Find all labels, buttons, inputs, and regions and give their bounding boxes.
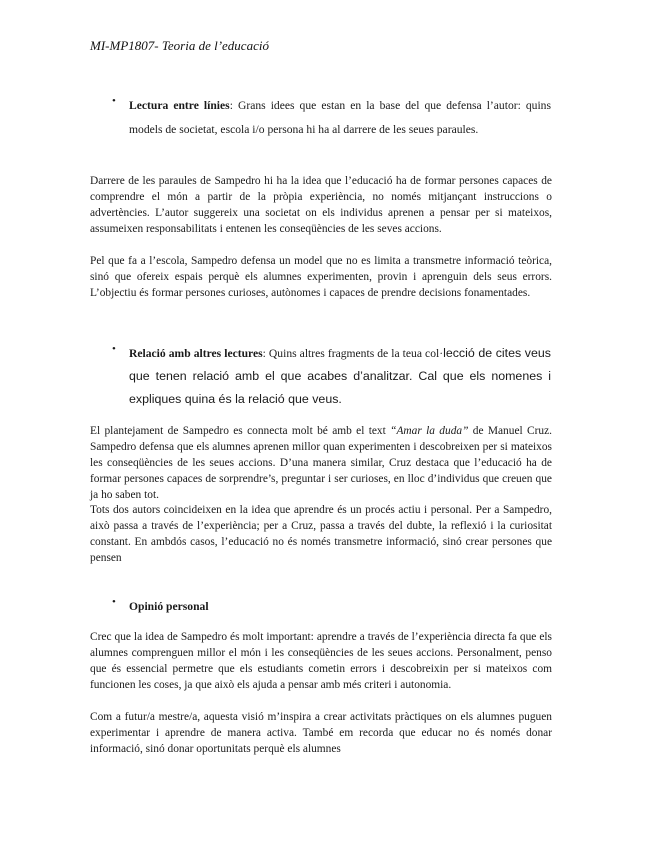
cited-title: “Amar la duda” bbox=[390, 425, 469, 437]
section-heading: Opinió personal bbox=[129, 600, 209, 613]
paragraph: Crec que la idea de Sampedro és molt important: aprendre a través de l’experiència directa fa que els alumnes comprenguen millor el món i les conseqüències de les seues accions. Personalment, penso que és essencial permetre que els estudiants cometin errors i descobreixin per si mateixos com funcionen les coses, ja que això els ajuda a pensar amb més criteri i autonomia. bbox=[90, 631, 552, 691]
section-opinio-personal bbox=[112, 595, 551, 619]
section-heading: Relació amb altres lectures bbox=[129, 347, 263, 360]
paragraph bbox=[90, 424, 552, 504]
paragraph: Pel que fa a l’escola, Sampedro defensa un model que no es limita a transmetre informació teòrica, sinó que ofereix espais perquè els alumnes experimenten, provin i aprenguin dels seus errors. L’objectiu és formar persones curioses, autònomes i capaces de prendre decisions fonamentades. bbox=[90, 255, 552, 299]
section-prompt: : Quins altres fragments de la teua col· bbox=[262, 347, 444, 360]
bullet-icon: • bbox=[112, 343, 116, 355]
bullet-icon: • bbox=[112, 596, 116, 608]
paragraph: Darrere de les paraules de Sampedro hi ha la idea que l’educació ha de formar persones capaces de comprendre el món a partir de la pròpia experiència, no només mitjançant instruccions o advertències. L’autor suggereix una societat on els individus aprenen a pensar per si mateixos, assumeixen responsabilitats i entenen les conseqüències de les seves accions. bbox=[90, 175, 552, 235]
paragraph: Tots dos autors coincideixen en la idea que aprendre és un procés actiu i personal. Per a Sampedro, això passa a través de l’experiència; per a Cruz, passa a través del dubte, la reflexió i la curiositat constant. En ambdós casos, l’educació no és només transmetre informació, sinó crear persones que pensen bbox=[90, 504, 552, 564]
section-prompt: : Grans idees que estan en la base del que defensa l’autor: quins models de societat, escola i/o persona hi ha al darrere de les seues paraules. bbox=[129, 99, 551, 136]
section-heading: Lectura entre línies bbox=[129, 99, 230, 112]
page-header: MI-MP1807- Teoria de l’educació bbox=[90, 38, 269, 53]
paragraph: Com a futur/a mestre/a, aquesta visió m’inspira a crear activitats pràctiques on els alumnes puguen experimentar i aprendre de manera activa. També em recorda que educar no és només donar informació, sinó donar oportunitats perquè els alumnes bbox=[90, 711, 552, 755]
paragraph-text: de Manuel Cruz. Sampedro defensa que els alumnes aprenen millor quan experimenten i descobreixen per si mateixos les conseqüències de les seues accions. D’una manera similar, Cruz destaca que l’educació ha de formar persones capaces de sorprendre’s, preguntar i ser curioses, en lloc d’individus que creuen que ja ho saben tot. bbox=[90, 425, 552, 501]
section-lectura-entre-linies bbox=[112, 94, 551, 142]
section-relacio-altres-lectures bbox=[112, 342, 551, 411]
section-prompt-continued: lecció de cites veus que tenen relació amb el que acabes d’analitzar. Cal que els nomenes i expliques quina és la relació que veus. bbox=[129, 346, 551, 406]
bullet-icon: • bbox=[112, 95, 116, 107]
paragraph-text: El plantejament de Sampedro es connecta molt bé amb el text bbox=[90, 425, 391, 437]
